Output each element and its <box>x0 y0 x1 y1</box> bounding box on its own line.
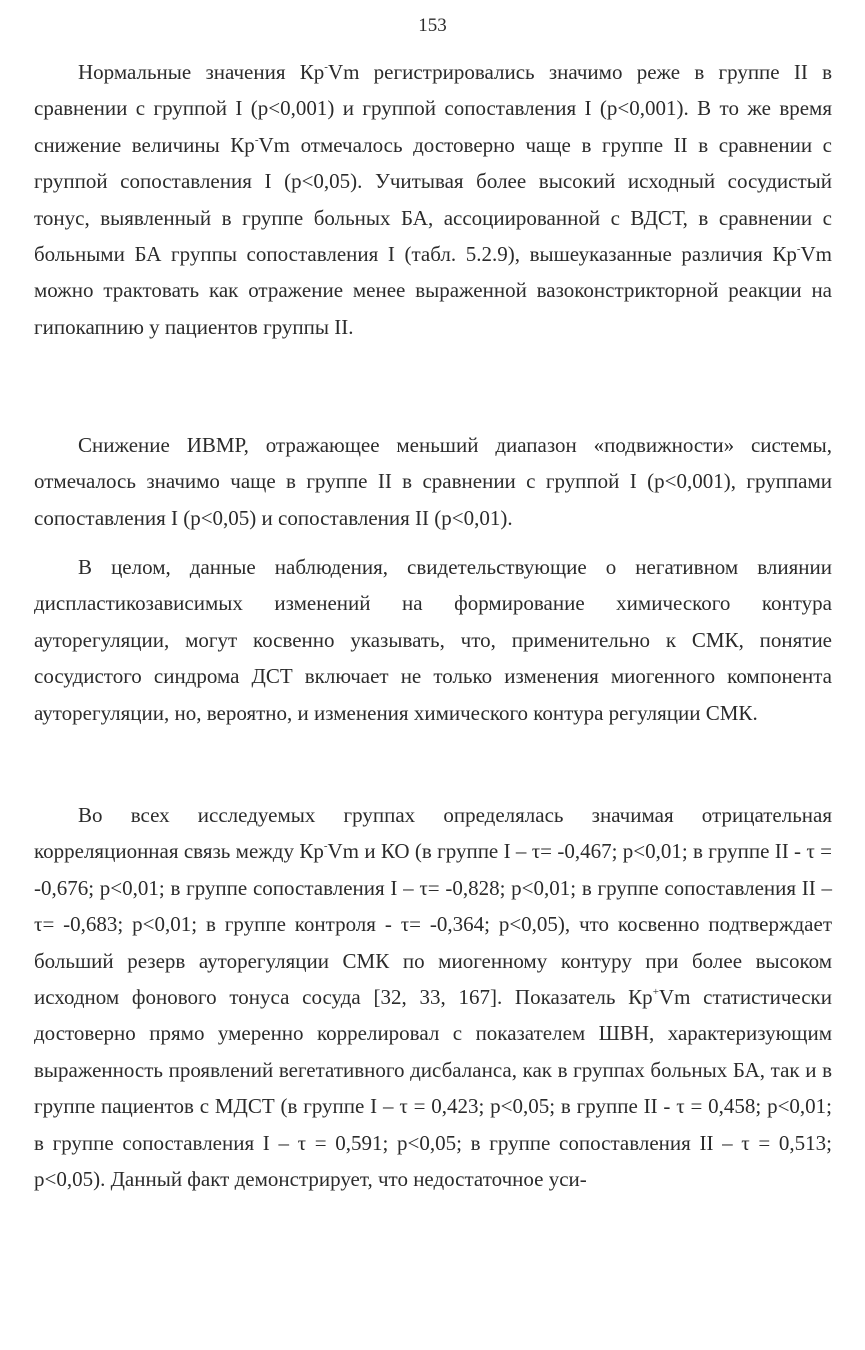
text-run: Vm можно трактовать как отражение менее выраженной вазоконстрикторной реакции на гипокапнию у пациентов группы II. <box>34 242 832 339</box>
text-run: Снижение ИВМР, отражающее меньший диапазон «подвижности» системы, отмечалось значимо чаще в группе II в сравнении с группой I (p<0,001), группами сопоставления I (p<0,05) и сопоставления II (p<0,01). <box>34 433 832 530</box>
paragraph-2 <box>34 427 832 536</box>
text-run: Vm и КО (в группе I – τ= -0,467; p<0,01; в группе II - τ = -0,676; p<0,01; в группе сопоставления I – τ= -0,828; p<0,01; в группе сопоставления II – τ= -0,683; p<0,01; в группе контроля - τ= -0,364; p<0,05), что косвенно подтверждает больший резерв ауторегуляции СМК по миогенному контуру при более высоком исходном фонового тонуса сосуда [32, 33, 167]. Показатель Кр <box>34 839 832 1010</box>
text-run: Нормальные значения Кр <box>78 60 325 84</box>
paragraph-1 <box>34 54 832 345</box>
superscript: - <box>796 243 801 256</box>
paragraph-4 <box>34 797 832 1197</box>
text-run: Vm отмечалось достоверно чаще в группе II в сравнении с группой сопоставления I (p<0,05). Учитывая более высокий исходный сосудистый тонус, выявленный в группе больных БА, ассоциированной с ВДСТ, в сравнении с больными БА группы сопоставления I (табл. 5.2.9), вышеуказанные различия Кр <box>34 132 832 267</box>
text-run: Во всех исследуемых группах определялась значимая отрицательная корреляционная связь между Кр <box>34 803 832 864</box>
superscript: - <box>323 840 328 853</box>
text-run: Vm регистрировались значимо реже в группе II в сравнении с группой I (p<0,001) и группой сопоставления I (p<0,001). В то же время снижение величины Кр <box>34 60 833 157</box>
superscript: - <box>254 133 259 146</box>
superscript: + <box>652 986 659 999</box>
superscript: - <box>324 61 328 73</box>
text-run: Vm статистически достоверно прямо умеренно коррелировал с показателем ШВН, характеризующим выраженность проявлений вегетативного дисбаланса, как в группах больных БА, так и в группе пациентов с МДСТ (в группе I – τ = 0,423; p<0,05; в группе II - τ = 0,458; p<0,01; в группе сопоставления I – τ = 0,591; p<0,05; в группе сопоставления II – τ = 0,513; p<0,05). Данный факт демонстрирует, что недостаточное уси- <box>34 985 832 1192</box>
text-run: В целом, данные наблюдения, свидетельствующие о негативном влиянии диспластикозависимых изменений на формирование химического контура ауторегуляции, могут косвенно указывать, что, применительно к СМК, понятие сосудистого синдрома ДСТ включает не только изменения миогенного компонента ауторегуляции, но, вероятно, и изменения химического контура регуляции СМК. <box>34 555 832 725</box>
page-number: 153 <box>418 15 447 36</box>
paragraph-3 <box>34 549 832 731</box>
